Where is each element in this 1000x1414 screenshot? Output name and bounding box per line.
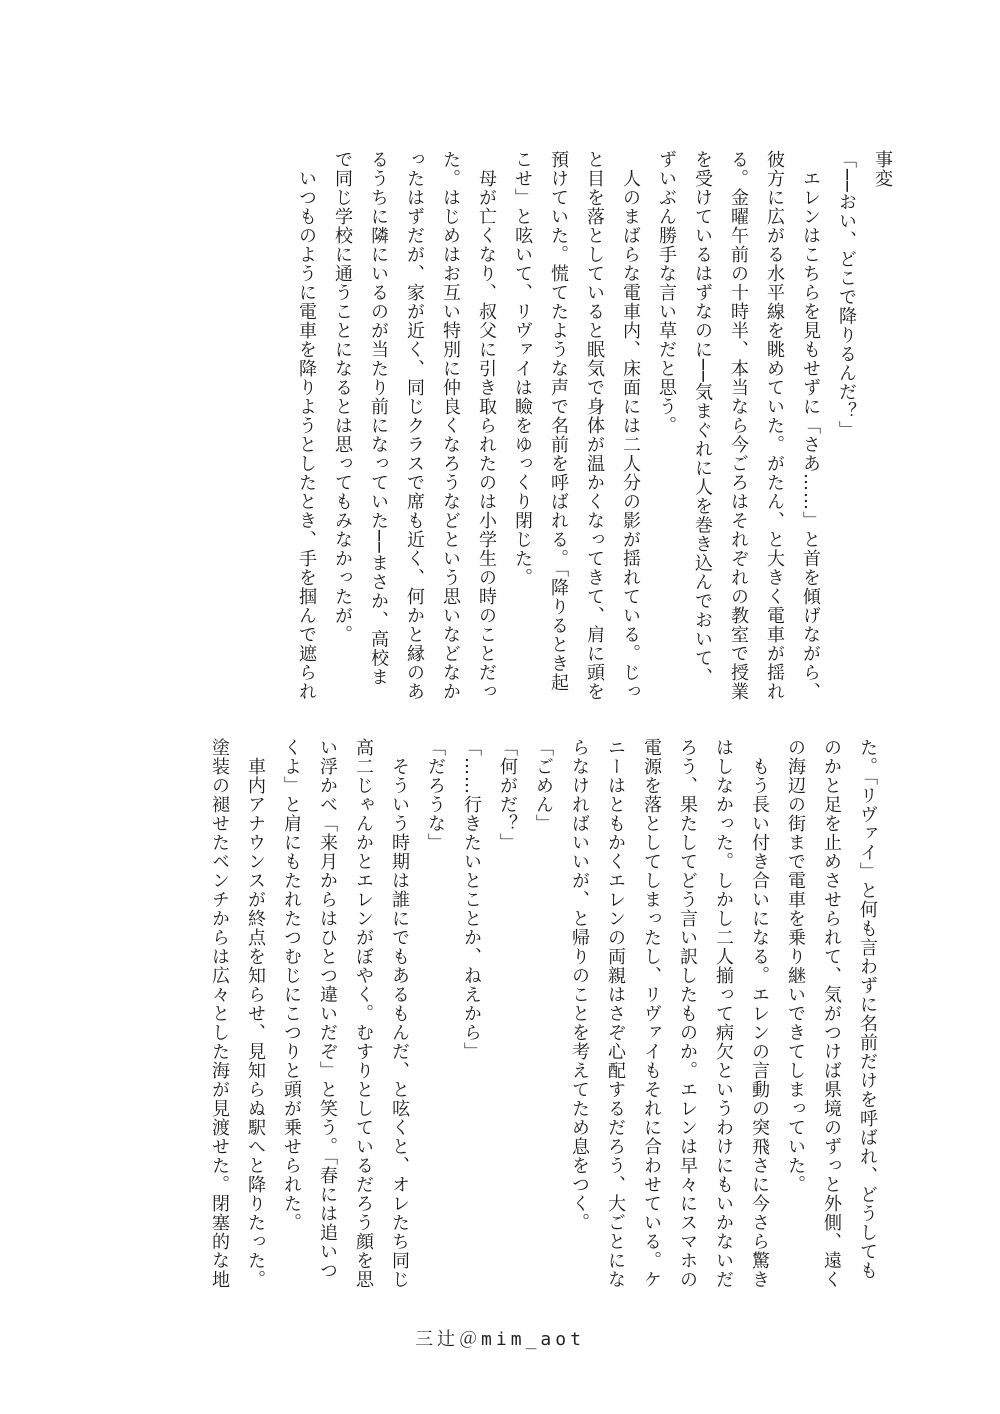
text-column: ろう、果たしてどう言い訳したものか。エレンは早々にスマホの [677, 738, 698, 1289]
text-column: エレンはこちらを見もせずに「さあ……」と首を傾げながら、 [800, 150, 821, 701]
text-column: いつものように電車を降りようとしたとき、手を掴んで遮られ [296, 150, 317, 701]
text-column: る。金曜午前の十時半、本当なら今ごろはそれぞれの教室で授業 [728, 150, 749, 701]
text-column: 母が亡くなり、叔父に引き取られたのは小学生の時のことだっ [476, 150, 497, 701]
text-column: はしなかった。しかし二人揃って病欠というわけにもいかないだ [713, 738, 734, 1289]
text-column: 人のまばらな電車内、床面には二人分の影が揺れている。じっ [620, 150, 641, 701]
chapter-title: 事変 [872, 150, 893, 188]
dialogue-line: 「……行きたいとことか、ねえから」 [461, 738, 482, 1061]
text-column: た。「リヴァイ」と何も言わずに名前だけを呼ばれ、どうしても [857, 738, 878, 1280]
text-column: くよ」と肩にもたれたつむじにこつりと頭が乗せられた。 [281, 738, 302, 1232]
dialogue-line: 「ごめん」 [533, 738, 554, 833]
dialogue-line: 「だろうな」 [425, 738, 446, 852]
text-column: のかと足を止めさせられて、気がつけば県境のずっと外側、遠く [821, 738, 842, 1289]
text-column: らなければいいが、と帰りのことを考えてため息をつく。 [569, 738, 590, 1232]
text-column: 電源を落としてしまったし、リヴァイもそれに合わせている。ケ [641, 738, 662, 1289]
text-column: 彼方に広がる水平線を眺めていた。がたん、と大きく電車が揺れ [764, 150, 785, 701]
bottom-text-block [201, 738, 885, 1289]
text-column: ったはずだが、家が近く、同じクラスで席も近く、何かと縁のあ [404, 150, 425, 701]
text-column: 預けていた。慌てたような声で名前を呼ばれる。「降りるとき起 [548, 150, 569, 692]
text-column: を受けているはずなのに──気まぐれに人を巻き込んでおいて、 [692, 150, 713, 687]
text-column: で同じ学校に通うことになるとは思ってもみなかったが。 [332, 150, 353, 644]
text-column: い浮かべ「来月からはひとつ違いだぞ」と笑う。「春には追いつ [317, 738, 338, 1280]
top-text-block [288, 150, 900, 701]
author-credit: 三辻＠mim_aot [415, 1329, 585, 1350]
text-column: もう長い付き合いになる。エレンの言動の突飛さに今さら驚き [749, 738, 770, 1289]
dialogue-line: 「何がだ？」 [497, 738, 518, 852]
text-column: た。はじめはお互い特別に仲良くなろうなどという思いなどなか [440, 150, 461, 701]
text-column: ずいぶん勝手な言い草だと思う。 [656, 150, 677, 435]
text-column: 車内アナウンスが終点を知らせ、見知らぬ駅へと降りたった。 [245, 738, 266, 1289]
text-column: そういう時期は誰にでもあるもんだ、と呟くと、オレたち同じ [389, 738, 410, 1289]
text-column: の海辺の街まで電車を乗り継いできてしまっていた。 [785, 738, 806, 1194]
text-column: ニーはともかくエレンの両親はさぞ心配するだろう、大ごとにな [605, 738, 626, 1289]
text-column: 塗装の褪せたベンチからは広々とした海が見渡せた。閉塞的な地 [209, 738, 230, 1289]
text-column: 「──おい、どこで降りるんだ？」 [836, 150, 857, 440]
text-column: と目を落としていると眠気で身体が温かくなってきて、肩に頭を [584, 150, 605, 701]
text-column: こせ」と呟いて、リヴァイは瞼をゆっくり閉じた。 [512, 150, 533, 587]
text-column: るうちに隣にいるのが当たり前になっていた──まさか、高校ま [368, 150, 389, 687]
text-column: 高二じゃんかとエレンがぼやく。むすりとしているだろう顔を思 [353, 738, 374, 1289]
